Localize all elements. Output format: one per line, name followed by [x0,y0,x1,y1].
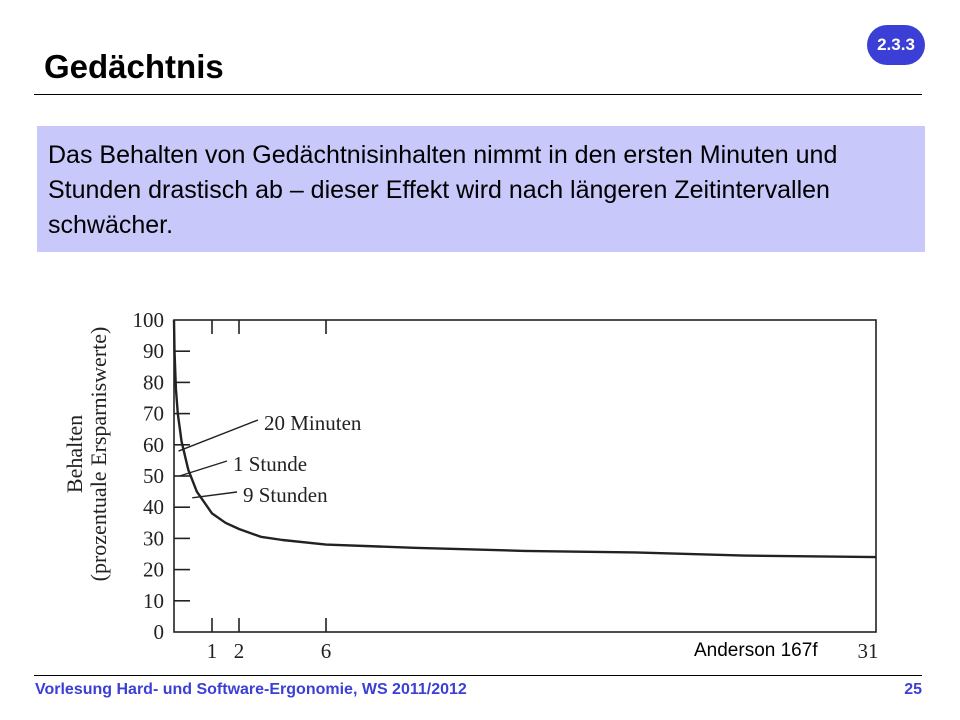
y-tick-label: 100 [132,308,164,332]
x-tick-label: 6 [320,639,332,660]
retention-curve [174,320,876,557]
section-badge: 2.3.3 [867,25,925,65]
y-axis-label: Behalten [62,414,87,494]
annotation-label: 9 Stunden [243,483,328,507]
y-tick-label: 10 [143,588,164,613]
footer-divider [34,675,922,676]
footer-text: Vorlesung Hard- und Software-Ergonomie, WS 2011/2012 [35,681,467,698]
plot-frame [174,320,876,632]
y-tick-label: 80 [143,370,164,395]
y-tick-label: 0 [153,620,164,644]
source-label: Anderson 167f [694,640,818,661]
y-tick-label: 50 [143,464,164,488]
y-tick-label: 40 [143,495,164,520]
x-ticks [212,320,326,632]
summary-text: Das Behalten von Gedächtnisinhalten nimmt in den ersten Minuten und Stunden drastisch ab – dieser Effekt wird nach längeren Zeitintervallen schwächer. [48,141,838,239]
y-tick-label: 90 [143,339,164,364]
series-layer [174,320,876,557]
slide-title: Gedächtnis [44,48,224,85]
summary-box [37,126,925,252]
x-tick-label: 1 [206,639,218,660]
annotations-layer [179,411,362,507]
title-divider [34,94,922,95]
y-tick-label: 30 [143,526,164,551]
y-tick-label: 60 [143,432,164,457]
y-tick-label: 20 [143,557,164,582]
annotation-label: 1 Stunde [233,452,308,476]
y-axis-sublabel: (prozentuale Ersparniswerte) [86,326,111,582]
plot-border [174,320,876,632]
x-tick-label: 2 [233,639,245,660]
retention-chart-svg [50,296,890,660]
annotation-leader [179,420,258,451]
x-tick-label: 31 [857,639,879,660]
y-tick-label: 70 [143,401,164,426]
page-number: 25 [904,681,922,698]
retention-chart [50,296,890,660]
y-tick-labels [133,308,165,644]
annotation-label: 20 Minuten [264,411,362,435]
